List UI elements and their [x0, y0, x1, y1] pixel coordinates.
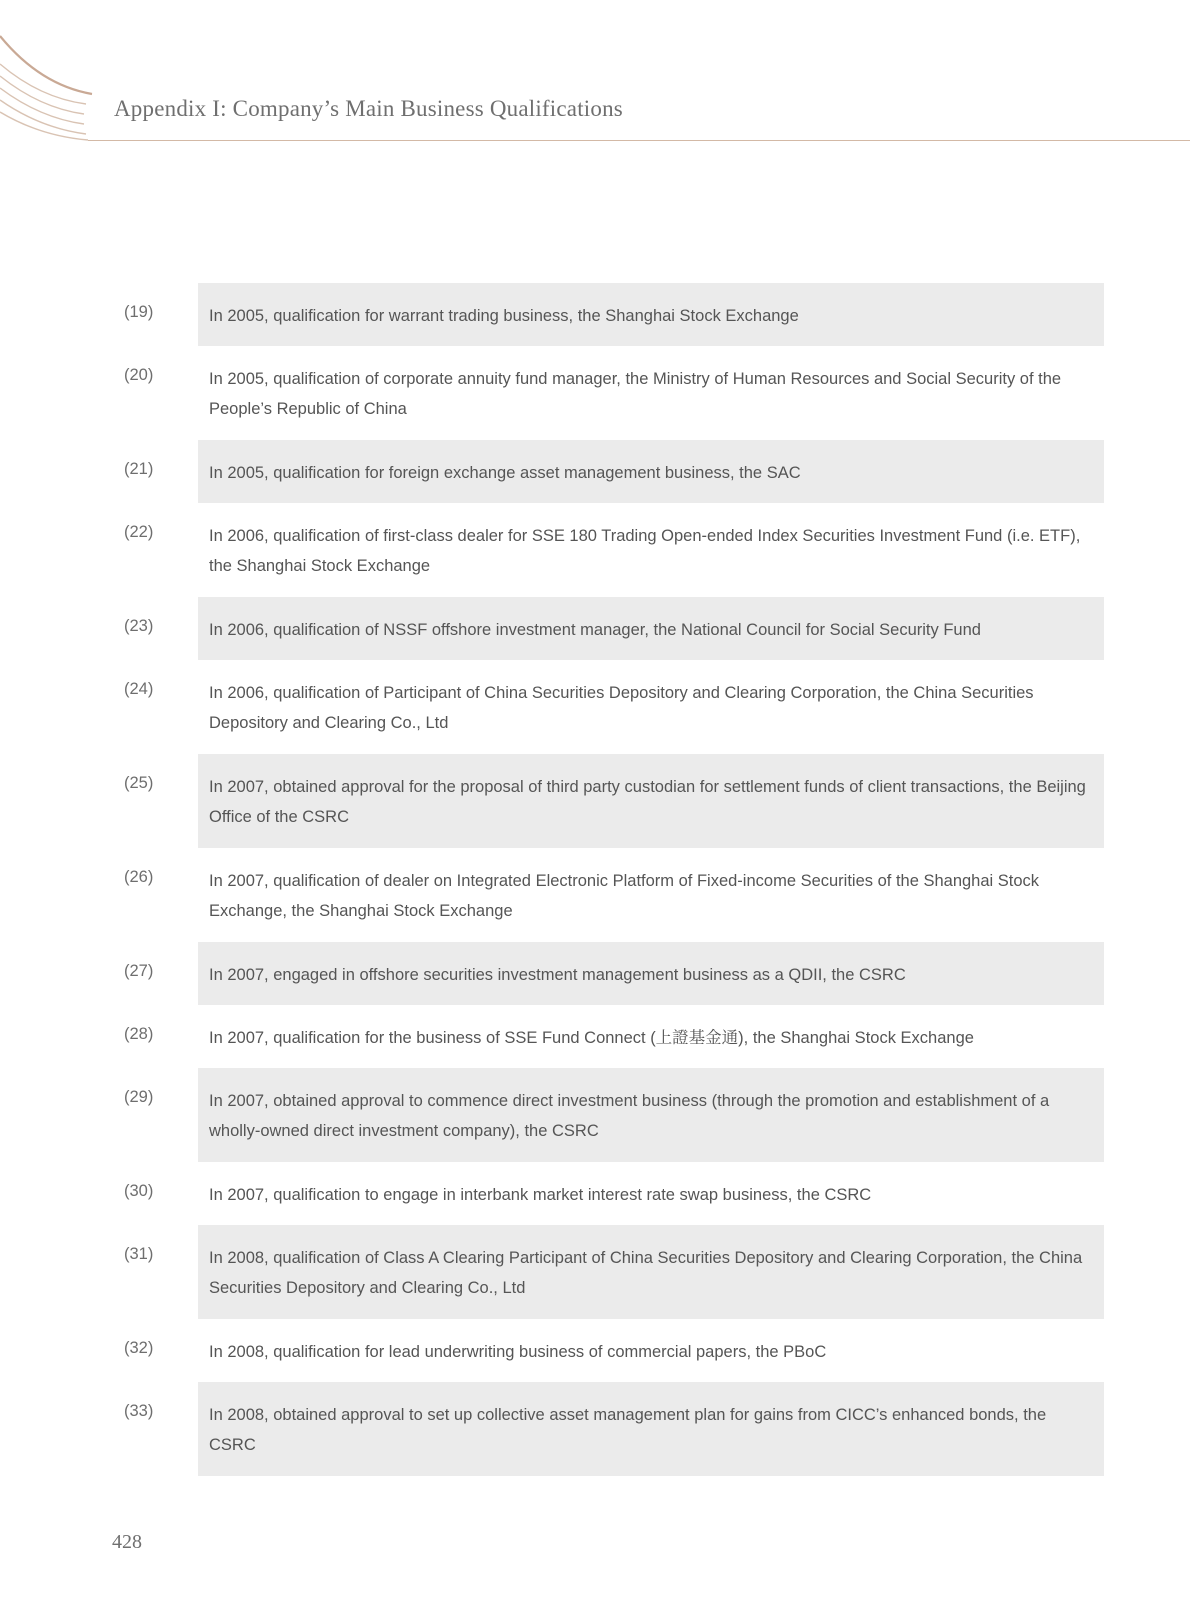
list-item — [0, 1225, 1190, 1319]
item-number: (29) — [124, 1088, 154, 1106]
item-number: (23) — [124, 617, 154, 635]
item-number: (27) — [124, 962, 154, 980]
item-number: (33) — [124, 1402, 154, 1420]
header-divider — [88, 140, 1190, 141]
item-text: In 2006, qualification of first-class dealer for SSE 180 Trading Open-ended Index Securities Investment Fund (i.e. ETF), the Shanghai Stock Exchange — [209, 527, 1081, 575]
item-number: (19) — [124, 303, 154, 321]
item-number: (30) — [124, 1182, 154, 1200]
decorative-arcs — [0, 0, 130, 145]
list-item — [0, 503, 1190, 597]
item-number: (20) — [124, 366, 154, 384]
list-item — [0, 660, 1190, 754]
list-item — [0, 1005, 1190, 1068]
item-text: In 2007, qualification for the business of SSE Fund Connect (上證基金通), the Shanghai Stock Exchange — [209, 1029, 974, 1047]
item-text: In 2008, qualification for lead underwriting business of commercial papers, the PBoC — [209, 1343, 827, 1361]
list-item — [0, 283, 1190, 346]
item-text: In 2005, qualification for warrant trading business, the Shanghai Stock Exchange — [209, 307, 799, 325]
item-number: (26) — [124, 868, 154, 886]
list-item — [0, 754, 1190, 848]
list-item — [0, 942, 1190, 1005]
list-item — [0, 1068, 1190, 1162]
list-item — [0, 848, 1190, 942]
list-item — [0, 1382, 1190, 1476]
item-number: (22) — [124, 523, 154, 541]
item-text: In 2007, qualification to engage in interbank market interest rate swap business, the CSRC — [209, 1186, 872, 1204]
item-number: (28) — [124, 1025, 154, 1043]
item-number: (25) — [124, 774, 154, 792]
item-text: In 2006, qualification of Participant of China Securities Depository and Clearing Corporation, the China Securities Depository and Clearing Co., Ltd — [209, 684, 1034, 732]
list-item — [0, 440, 1190, 503]
item-number: (24) — [124, 680, 154, 698]
item-text: In 2007, obtained approval for the proposal of third party custodian for settlement funds of client transactions, the Beijing Office of the CSRC — [209, 778, 1086, 826]
list-item — [0, 346, 1190, 440]
item-text: In 2006, qualification of NSSF offshore investment manager, the National Council for Social Security Fund — [209, 621, 981, 639]
item-number: (21) — [124, 460, 154, 478]
item-text: In 2005, qualification of corporate annuity fund manager, the Ministry of Human Resources and Social Security of the People’s Republic of China — [209, 370, 1062, 418]
item-number: (31) — [124, 1245, 154, 1263]
page-number: 428 — [112, 1531, 142, 1553]
page-title: Appendix I: Company’s Main Business Qualifications — [114, 96, 623, 121]
list-item — [0, 1319, 1190, 1382]
list-item — [0, 1162, 1190, 1225]
item-number: (32) — [124, 1339, 154, 1357]
item-text: In 2007, engaged in offshore securities investment management business as a QDII, the CSRC — [209, 966, 906, 984]
item-text: In 2005, qualification for foreign exchange asset management business, the SAC — [209, 464, 801, 482]
item-text: In 2007, qualification of dealer on Integrated Electronic Platform of Fixed-income Securities of the Shanghai Stock Exchange, the Shanghai Stock Exchange — [209, 872, 1040, 920]
item-text: In 2008, qualification of Class A Clearing Participant of China Securities Depository and Clearing Corporation, the China Securities Depository and Clearing Co., Ltd — [209, 1249, 1083, 1297]
item-text: In 2008, obtained approval to set up collective asset management plan for gains from CICC’s enhanced bonds, the CSRC — [209, 1406, 1047, 1454]
item-text: In 2007, obtained approval to commence direct investment business (through the promotion and establishment of a wholly-owned direct investment company), the CSRC — [209, 1092, 1050, 1140]
list-item — [0, 597, 1190, 660]
